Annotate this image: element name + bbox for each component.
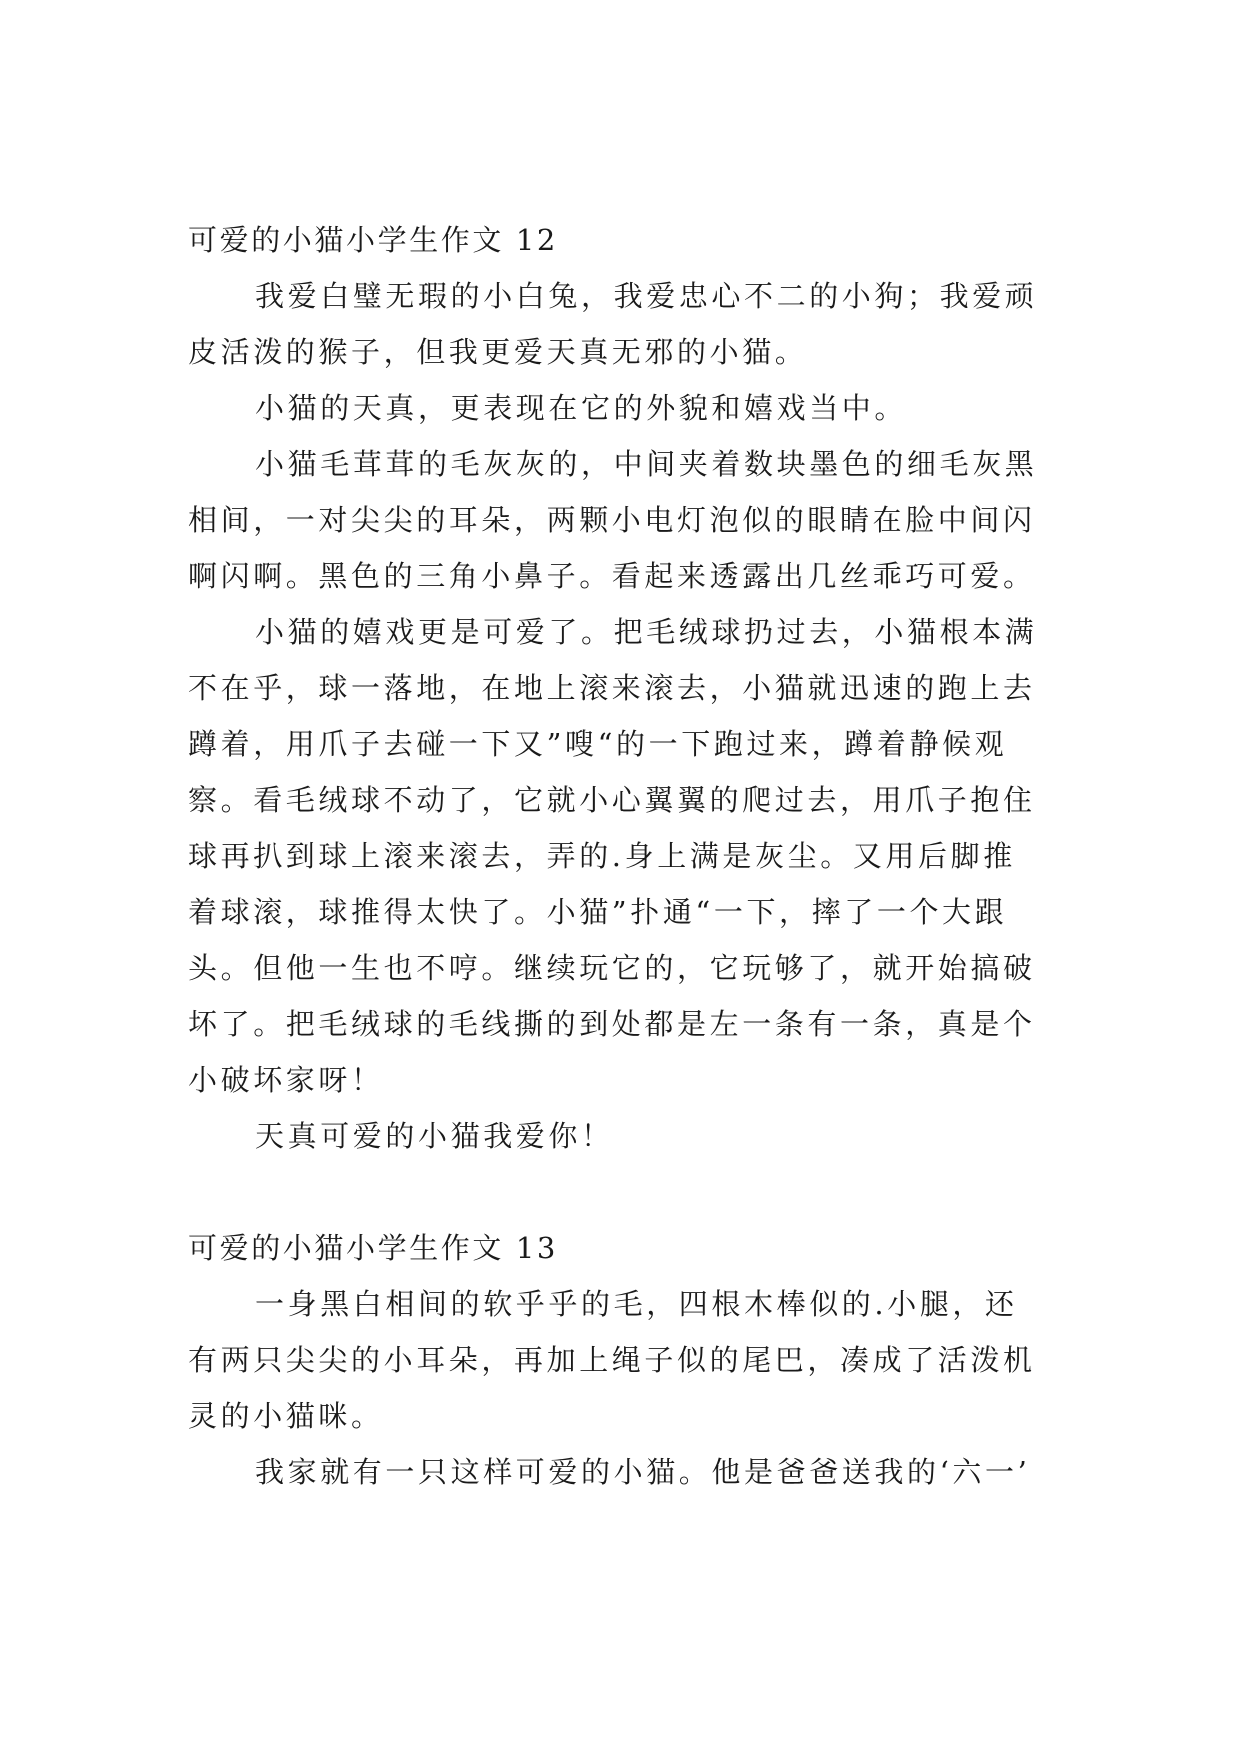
paragraph-line: 我家就有一只这样可爱的小猫。他是爸爸送我的‘六一’ <box>255 1455 1031 1489</box>
paragraph-line: 啊闪啊。黑色的三角小鼻子。看起来透露出几丝乖巧可爱。 <box>188 559 1036 593</box>
paragraph-line: 灵的小猫咪。 <box>188 1399 384 1433</box>
paragraph-line: 小猫毛茸茸的毛灰灰的，中间夹着数块墨色的细毛灰黑 <box>255 447 1038 481</box>
paragraph-line: 坏了。把毛绒球的毛线撕的到处都是左一条有一条，真是个 <box>188 1007 1036 1041</box>
paragraph-line: 有两只尖尖的小耳朵，再加上绳子似的尾巴，凑成了活泼机 <box>188 1343 1036 1377</box>
paragraph-line: 天真可爱的小猫我爱你！ <box>255 1119 614 1153</box>
paragraph-line: 小猫的天真，更表现在它的外貌和嬉戏当中。 <box>255 391 908 425</box>
paragraph-line: 小猫的嬉戏更是可爱了。把毛绒球扔过去，小猫根本满 <box>255 615 1038 649</box>
article-title: 可爱的小猫小学生作文 12 <box>188 223 558 257</box>
paragraph-line: 察。看毛绒球不动了，它就小心翼翼的爬过去，用爪子抱住 <box>188 783 1036 817</box>
document-body <box>188 212 1068 1500</box>
paragraph-line: 皮活泼的猴子，但我更爱天真无邪的小猫。 <box>188 335 808 369</box>
paragraph-line: 相间，一对尖尖的耳朵，两颗小电灯泡似的眼睛在脸中间闪 <box>188 503 1036 537</box>
paragraph-line: 小破坏家呀！ <box>188 1063 384 1097</box>
paragraph-line: 蹲着，用爪子去碰一下又”嗖“的一下跑过来，蹲着静候观 <box>188 727 1008 761</box>
paragraph-line: 球再扒到球上滚来滚去，弄的.身上满是灰尘。又用后脚推 <box>188 839 1016 873</box>
article-title: 可爱的小猫小学生作文 13 <box>188 1231 558 1265</box>
article-separator <box>188 1164 1068 1220</box>
paragraph-line: 我爱白璧无瑕的小白兔，我爱忠心不二的小狗；我爱顽 <box>255 279 1038 313</box>
paragraph-line: 不在乎，球一落地，在地上滚来滚去，小猫就迅速的跑上去 <box>188 671 1036 705</box>
paragraph-line: 着球滚，球推得太快了。小猫”扑通“一下，摔了一个大跟 <box>188 895 1008 929</box>
paragraph-line: 头。但他一生也不哼。继续玩它的，它玩够了，就开始搞破 <box>188 951 1036 985</box>
paragraph-line: 一身黑白相间的软乎乎的毛，四根木棒似的.小腿，还 <box>255 1287 1018 1321</box>
